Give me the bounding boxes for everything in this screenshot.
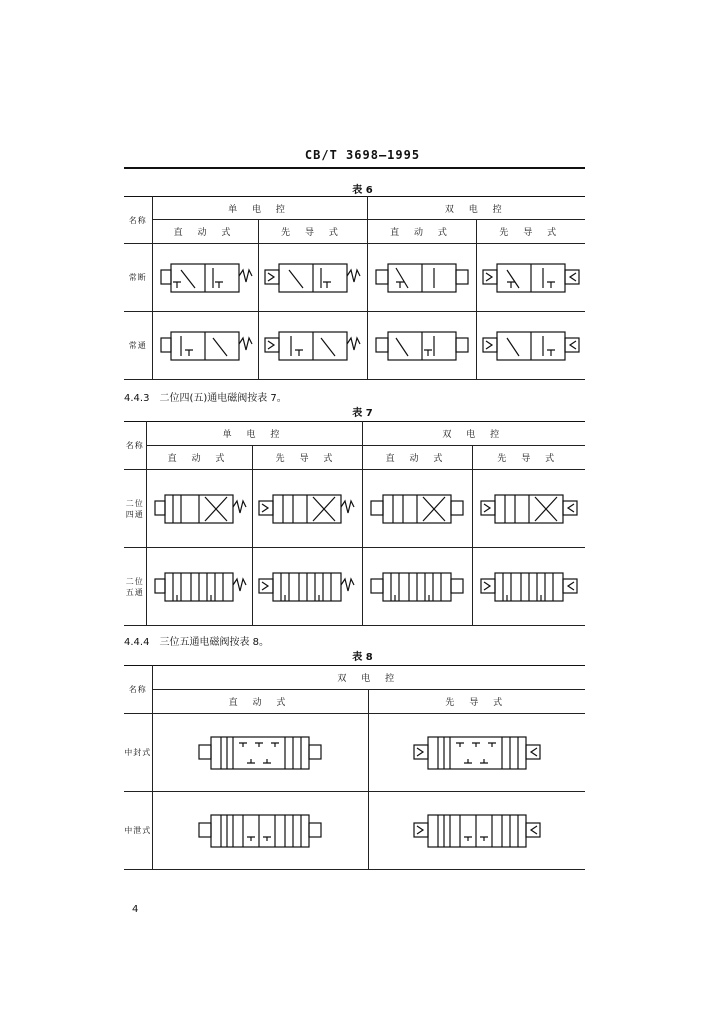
- valve-symbol-3pos-exhaust-direct: [195, 811, 325, 851]
- table7: [124, 421, 585, 626]
- valve-symbol-3pos-closed-pilot: [412, 733, 542, 773]
- valve-symbol-cell: [368, 714, 585, 792]
- valve-symbol-2pos-pilot-double-open: [481, 326, 581, 366]
- table6-sub-2: 先 导 式: [258, 220, 367, 244]
- table8-sub-2: 先 导 式: [368, 690, 585, 714]
- table6-group-double: 双 电 控: [367, 197, 585, 220]
- table8: [124, 665, 585, 870]
- clause-4-4-3: 4.4.3 二位四(五)通电磁阀按表 7。: [124, 393, 287, 404]
- table6-row-normally-open: 常通: [124, 312, 152, 380]
- valve-symbol-cell: [362, 470, 472, 548]
- valve-symbol-4way-pilot-spring: [257, 489, 357, 529]
- table6-row-normally-closed: 常断: [124, 244, 152, 312]
- valve-symbol-cell: [472, 548, 585, 626]
- valve-symbol-cell: [367, 312, 476, 380]
- table7-name-header: 名称: [124, 422, 146, 470]
- valve-symbol-cell: [146, 470, 252, 548]
- table7-group-single: 单 电 控: [146, 422, 362, 446]
- valve-symbol-cell: [152, 312, 258, 380]
- table7-sub-2: 先 导 式: [252, 446, 362, 470]
- table6-sub-1: 直 动 式: [152, 220, 258, 244]
- valve-symbol-2pos-direct-spring: [155, 258, 255, 298]
- table8-row-exhaust-center: 中泄式: [124, 792, 152, 870]
- table6-sub-3: 直 动 式: [367, 220, 476, 244]
- table6-caption: 表 6: [352, 185, 373, 196]
- table6-name-header: 名称: [124, 197, 152, 244]
- table8-name-header: 名称: [124, 666, 152, 714]
- valve-symbol-cell: [252, 548, 362, 626]
- valve-symbol-cell: [368, 792, 585, 870]
- standard-header: CB/T 3698—1995: [304, 148, 421, 162]
- table7-caption: 表 7: [352, 408, 373, 419]
- table8-caption: 表 8: [352, 652, 373, 663]
- valve-symbol-5way-pilot-spring: [257, 567, 357, 607]
- table7-sub-3: 直 动 式: [362, 446, 472, 470]
- valve-symbol-cell: [152, 792, 368, 870]
- table6-group-single: 单 电 控: [152, 197, 367, 220]
- table7-row-2pos-4way: 二位 四通: [124, 470, 146, 548]
- valve-symbol-5way-direct-double: [367, 567, 467, 607]
- valve-symbol-cell: [258, 244, 367, 312]
- table7-sub-4: 先 导 式: [472, 446, 585, 470]
- valve-symbol-2pos-pilot-spring-open: [263, 326, 363, 366]
- valve-symbol-cell: [152, 714, 368, 792]
- valve-symbol-cell: [476, 244, 585, 312]
- table7-group-double: 双 电 控: [362, 422, 585, 446]
- table7-row-2pos-5way: 二位 五通: [124, 548, 146, 626]
- valve-symbol-3pos-closed-direct: [195, 733, 325, 773]
- valve-symbol-cell: [476, 312, 585, 380]
- clause-4-4-4: 4.4.4 三位五通电磁阀按表 8。: [124, 637, 269, 648]
- table8-group-double: 双 电 控: [152, 666, 585, 690]
- valve-symbol-4way-pilot-double: [479, 489, 579, 529]
- valve-symbol-cell: [258, 312, 367, 380]
- valve-symbol-cell: [152, 244, 258, 312]
- valve-symbol-cell: [252, 470, 362, 548]
- valve-symbol-cell: [146, 548, 252, 626]
- table7-sub-1: 直 动 式: [146, 446, 252, 470]
- valve-symbol-5way-direct-spring: [149, 567, 249, 607]
- valve-symbol-4way-direct-double: [367, 489, 467, 529]
- table6-sub-4: 先 导 式: [476, 220, 585, 244]
- valve-symbol-cell: [472, 470, 585, 548]
- valve-symbol-2pos-direct-double-open: [372, 326, 472, 366]
- header-rule: [124, 167, 585, 169]
- table8-sub-1: 直 动 式: [152, 690, 368, 714]
- valve-symbol-4way-direct-spring: [149, 489, 249, 529]
- valve-symbol-2pos-direct-double: [372, 258, 472, 298]
- valve-symbol-2pos-pilot-spring: [263, 258, 363, 298]
- table6: [124, 196, 585, 380]
- valve-symbol-cell: [367, 244, 476, 312]
- table8-row-closed-center: 中封式: [124, 714, 152, 792]
- valve-symbol-2pos-direct-spring-open: [155, 326, 255, 366]
- valve-symbol-cell: [362, 548, 472, 626]
- page-number: 4: [132, 904, 139, 915]
- valve-symbol-3pos-exhaust-pilot: [412, 811, 542, 851]
- valve-symbol-5way-pilot-double: [479, 567, 579, 607]
- valve-symbol-2pos-pilot-double: [481, 258, 581, 298]
